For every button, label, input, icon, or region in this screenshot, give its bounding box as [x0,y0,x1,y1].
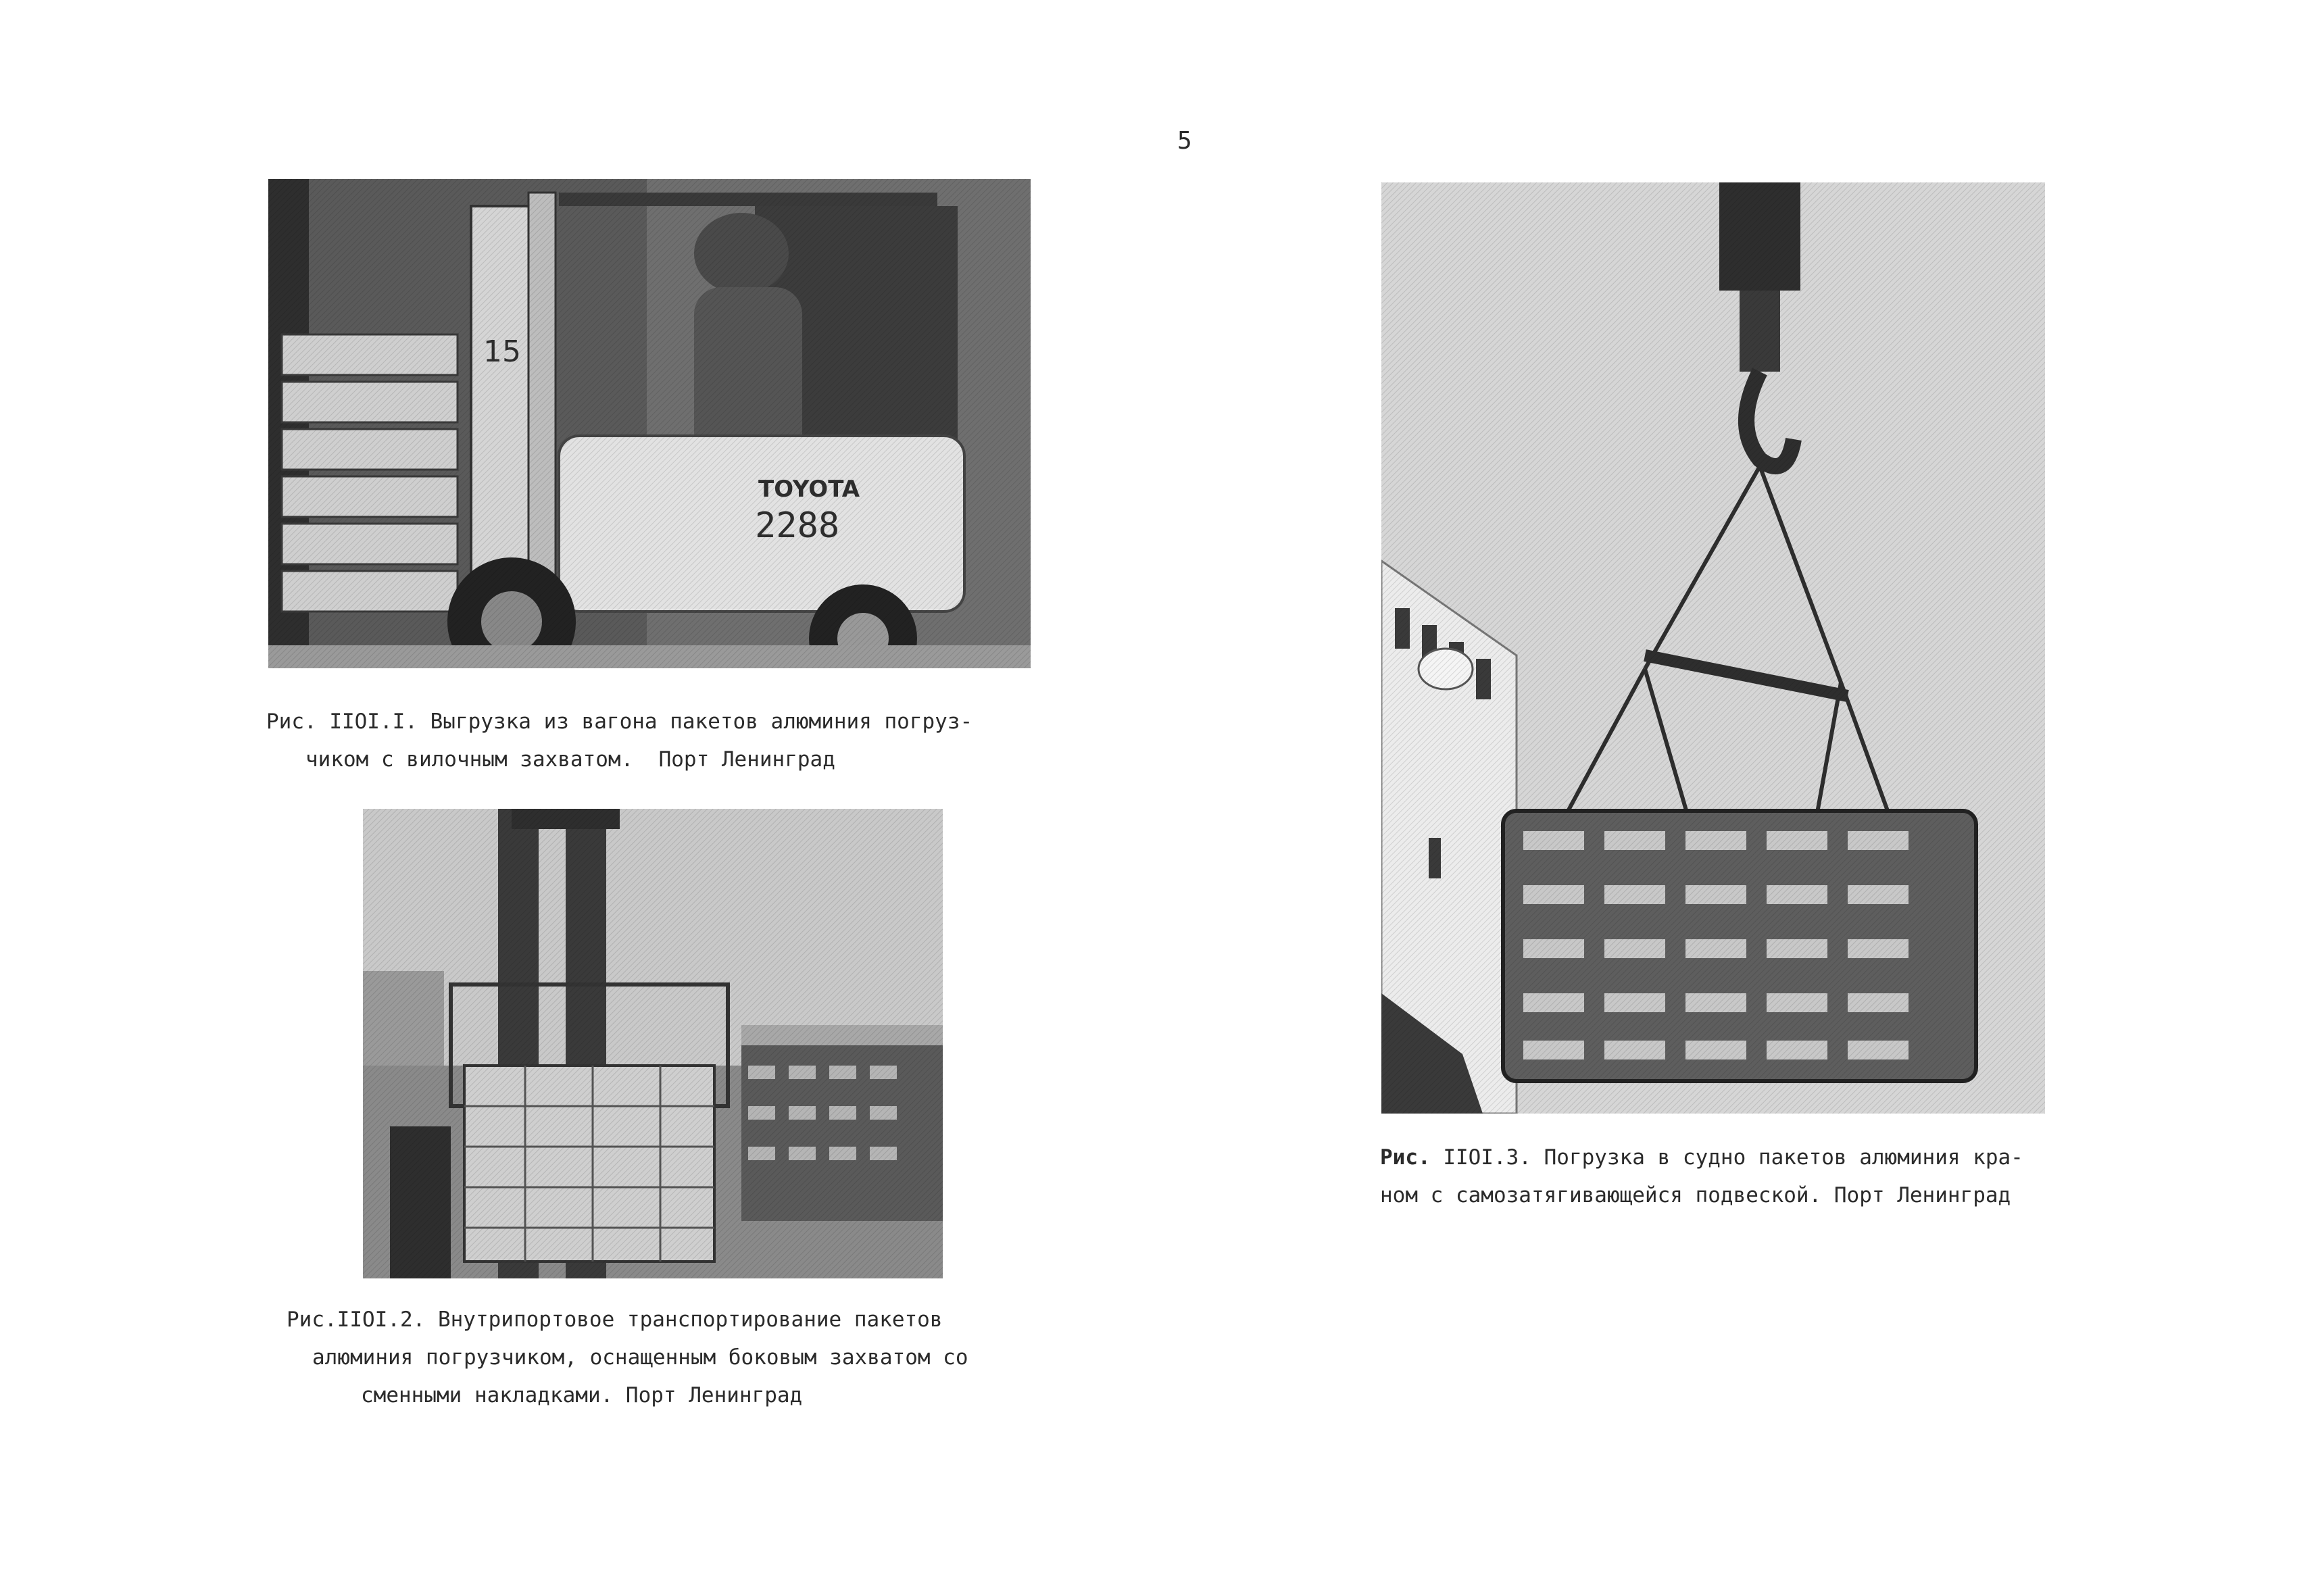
figure-2-caption-line: Рис.IIOI.2. Внутрипортовое транспортирование пакетов [287,1307,943,1332]
figure-2-caption [287,1301,968,1414]
figure-1-caption-line: Рис. IIOI.I. Выгрузка из вагона пакетов алюминия погруз- [266,709,973,734]
figure-3-caption-line: ном с самозатягивающейся подвеской. Порт Ленинград [1380,1183,2011,1207]
forklift-side-clamp-photo [363,809,943,1278]
page-number: 5 [1177,127,1192,155]
figure-3-caption-line [1380,1139,2023,1176]
figure-3-caption-line-rest: IIOI.3. Погрузка в судно пакетов алюминия кра- [1430,1145,2023,1170]
crane-loading-photo [1381,182,2045,1114]
figure-1-caption-line: чиком с вилочным захватом. Порт Ленинград [305,747,835,772]
figure-3-caption [1380,1139,2023,1214]
figure-2-caption-line: алюминия погрузчиком, оснащенным боковым захватом со [312,1345,968,1370]
figure-1-caption [266,703,973,778]
forklift-unloading-photo [268,179,1031,668]
figure-2-caption-line: сменными накладками. Порт Ленинград [361,1383,803,1407]
figure-3-caption-prefix: Рис. [1380,1145,1431,1170]
